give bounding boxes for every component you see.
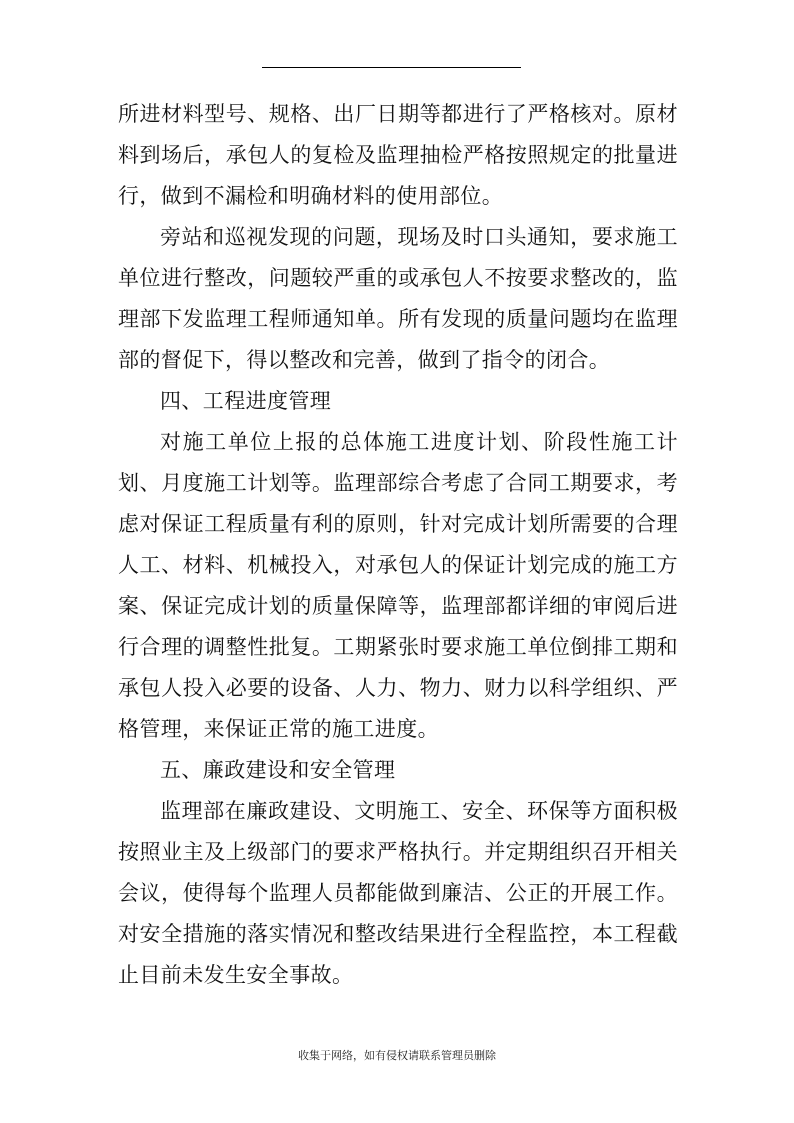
header-rule	[262, 67, 521, 68]
paragraph-progress: 对施工单位上报的总体施工进度计划、阶段性施工计划、月度施工计划等。监理部综合考虑了合同工期要求，考虑对保证工程质量有利的原则，针对完成计划所需要的合理人工、材料、机械投入，对承包人的保证计划完成的施工方案、保证完成计划的质量保障等，监理部都详细的审阅后进行合理的调整性批复。工期紧张时要求施工单位倒排工期和承包人投入必要的设备、人力、物力、财力以科学组织、严格管理，来保证正常的施工进度。	[118, 430, 678, 741]
document-body	[118, 94, 678, 996]
paragraph-materials: 所进材料型号、规格、出厂日期等都进行了严格核对。原材料到场后，承包人的复检及监理抽检严格按照规定的批量进行，做到不漏检和明确材料的使用部位。	[118, 102, 678, 208]
page-footer: 收集于网络，如有侵权请联系管理员删除	[298, 1049, 496, 1062]
paragraph-inspection: 旁站和巡视发现的问题，现场及时口头通知，要求施工单位进行整改，问题较严重的或承包人不按要求整改的，监理部下发监理工程师通知单。所有发现的质量问题均在监理部的督促下，得以整改和完善，做到了指令的闭合。	[118, 225, 678, 372]
section-heading-safety: 五、廉政建设和安全管理	[160, 758, 396, 782]
section-heading-progress: 四、工程进度管理	[160, 389, 332, 413]
paragraph-safety: 监理部在廉政建设、文明施工、安全、环保等方面积极按照业主及上级部门的要求严格执行。并定期组织召开相关会议，使得每个监理人员都能做到廉洁、公正的开展工作。对安全措施的落实情况和整改结果进行全程监控，本工程截止目前未发生安全事故。	[118, 799, 678, 987]
